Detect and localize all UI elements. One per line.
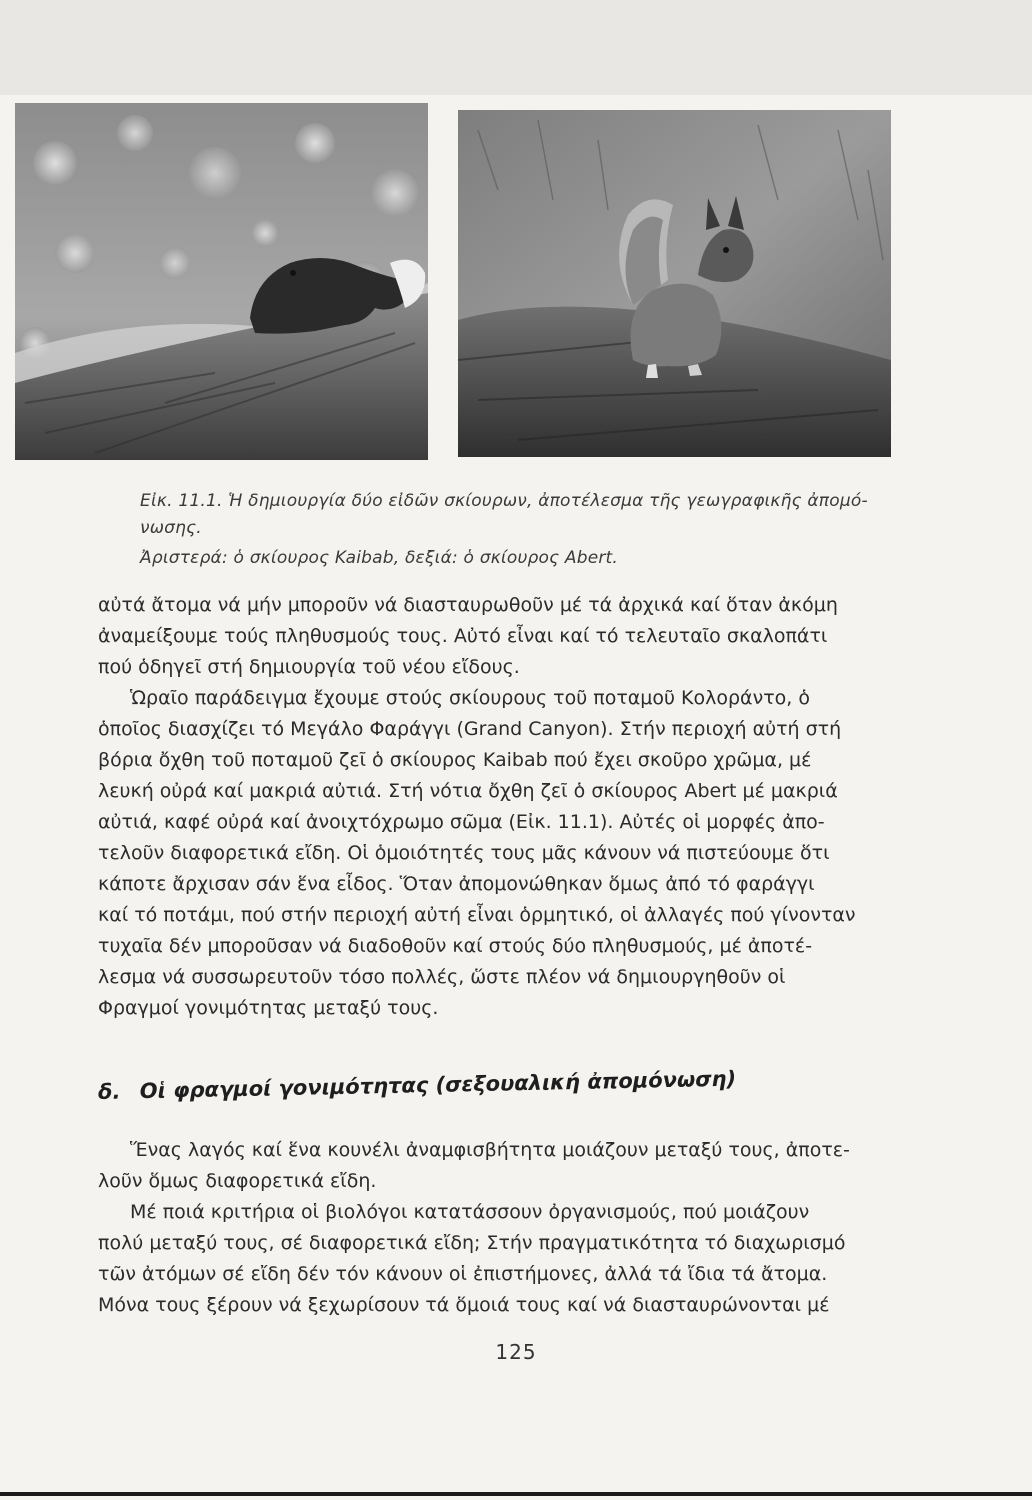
text-line: πού ὁδηγεῖ στή δημιουργία τοῦ νέου εἴδους.: [98, 656, 520, 678]
text-line: Μόνα τους ξέρουν νά ξεχωρίσουν τά ὅμοιά τους καί νά διασταυρώνονται μέ: [98, 1294, 830, 1316]
text-line: πολύ μεταξύ τους, σέ διαφορετικά εἴδη; Στήν πραγματικότητα τό διαχωρισμό: [98, 1232, 846, 1254]
scan-bottom-edge: [0, 1492, 1032, 1496]
text-line: τῶν ἀτόμων σέ εἴδη δέν τόν κάνουν οἱ ἐπιστήμονες, ἀλλά τά ἴδια τά ἄτομα.: [98, 1263, 828, 1285]
text-line: ἀναμείξουμε τούς πληθυσμούς τους. Αὐτό εἶναι καί τό τελευταῖο σκαλοπάτι: [98, 625, 828, 647]
text-line: αὐτά ἄτομα νά μήν μποροῦν νά διασταυρωθοῦν μέ τά ἀρχικά καί ὅταν ἀκόμη: [98, 594, 838, 616]
body-paragraphs-2: [98, 1135, 888, 1321]
section-heading: [98, 1063, 898, 1104]
figure-caption-line-2: νωσης.: [140, 518, 202, 538]
text-line: τυχαῖα δέν μποροῦσαν νά διαδοθοῦν καί στούς δύο πληθυσμούς, μέ ἀποτέ-: [98, 935, 813, 957]
text-line: κάποτε ἄρχισαν σάν ἕνα εἶδος. Ὅταν ἀπομονώθηκαν ὅμως ἀπό τό φαράγγι: [98, 873, 815, 895]
text-line: Ἕνας λαγός καί ἕνα κουνέλι ἀναμφισβήτητα μοιάζουν μεταξύ τους, ἀποτε-: [130, 1139, 850, 1161]
text-line: λοῦν ὅμως διαφορετικά εἴδη.: [98, 1170, 377, 1192]
text-line: τελοῦν διαφορετικά εἴδη. Οἱ ὁμοιότητές τους μᾶς κάνουν νά πιστεύουμε ὅτι: [98, 842, 830, 864]
section-title: Οἱ φραγμοί γονιμότητας (σεξουαλική ἀπομόνωση): [139, 1066, 737, 1104]
text-line: αὐτιά, καφέ οὐρά καί ἀνοιχτόχρωμο σῶμα (Εἰκ. 11.1). Αὐτές οἱ μορφές ἀπο-: [98, 811, 825, 833]
page-number: 125: [495, 1340, 537, 1364]
text-line: καί τό ποτάμι, πού στήν περιοχή αὐτή εἶναι ὁρμητικό, οἱ ἀλλαγές πού γίνονταν: [98, 904, 856, 926]
body-paragraphs: [98, 590, 888, 1024]
squirrel-kaibab-photo: [15, 103, 428, 460]
figure-caption-line-1: Εἰκ. 11.1. Ἡ δημιουργία δύο εἰδῶν σκίουρων, ἀποτέλεσμα τῆς γεωγραφικῆς ἀπομό-: [140, 491, 868, 511]
text-line: λευκή οὐρά καί μακριά αὐτιά. Στή νότια ὄχθη ζεῖ ὁ σκίουρος Abert μέ μακριά: [98, 780, 838, 802]
text-line: ὁποῖος διασχίζει τό Μεγάλο Φαράγγι (Grand Canyon). Στήν περιοχή αὐτή στή: [98, 718, 842, 740]
text-line: Μέ ποιά κριτήρια οἱ βιολόγοι κατατάσσουν ὀργανισμούς, πού μοιάζουν: [130, 1201, 810, 1223]
text-line: Ὡραῖο παράδειγμα ἔχουμε στούς σκίουρους τοῦ ποταμοῦ Κολοράντο, ὁ: [130, 687, 810, 709]
section-number: δ.: [97, 1079, 121, 1104]
figure-caption-line-3: Ἀριστερά: ὁ σκίουρος Kaibab, δεξιά: ὁ σκίουρος Abert.: [140, 548, 619, 568]
text-line: βόρια ὄχθη τοῦ ποταμοῦ ζεῖ ὁ σκίουρος Kaibab πού ἔχει σκοῦρο χρῶμα, μέ: [98, 749, 812, 771]
text-line: Φραγμοί γονιμότητας μεταξύ τους.: [98, 997, 439, 1019]
squirrel-abert-photo: [458, 110, 891, 457]
text-line: λεσμα νά συσσωρευτοῦν τόσο πολλές, ὥστε πλέον νά δημιουργηθοῦν οἱ: [98, 966, 786, 988]
scan-top-margin: [0, 0, 1032, 95]
